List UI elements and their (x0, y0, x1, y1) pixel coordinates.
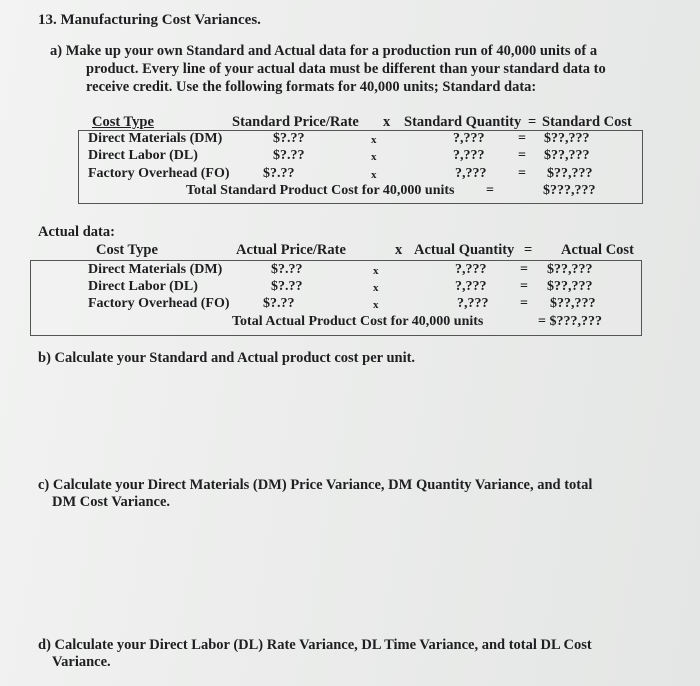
std-row-fo-x: x (371, 169, 377, 181)
std-row-dm-price: $?.?? (273, 131, 305, 146)
std-header-cost-type: Cost Type (92, 114, 154, 130)
std-row-fo-price: $?.?? (263, 166, 295, 181)
std-row-dl-qty: ?,??? (453, 148, 485, 163)
act-row-dl-eq: = (520, 279, 528, 294)
act-row-fo-eq: = (520, 296, 528, 311)
std-header-quantity: Standard Quantity (404, 114, 522, 130)
std-header-cost: Standard Cost (542, 114, 632, 130)
std-row-fo-eq: = (518, 166, 526, 181)
std-row-dl-x: x (371, 151, 377, 163)
std-row-dm-qty: ?,??? (453, 131, 485, 146)
act-header-cost: Actual Cost (561, 242, 634, 258)
act-row-fo-price: $?.?? (263, 296, 295, 311)
act-row-dl-price: $?.?? (271, 279, 303, 294)
std-row-dm-cost: $??,??? (544, 131, 590, 146)
act-row-dm-x: x (373, 265, 379, 277)
act-total-value: = $???,??? (538, 314, 602, 329)
part-a-instructions (50, 42, 660, 96)
part-a-line-2: product. Every line of your actual data must be different than your standard data to (86, 61, 606, 77)
std-header-eq: = (528, 114, 537, 130)
act-row-fo-qty: ?,??? (457, 296, 489, 311)
std-total-value: $???,??? (543, 183, 596, 198)
std-row-dm-eq: = (518, 131, 526, 146)
std-row-dm-type: Direct Materials (DM) (88, 131, 223, 146)
act-row-dm-price: $?.?? (271, 262, 303, 277)
part-a-line-3: receive credit. Use the following formats for 40,000 units; Standard data: (86, 79, 537, 95)
std-total-eq: = (486, 183, 494, 198)
part-c-question (38, 477, 678, 511)
std-row-dm-x: x (371, 134, 377, 146)
part-a-line-1: a) Make up your own Standard and Actual data for a production run of 40,000 units of a (50, 43, 598, 59)
act-row-fo-type: Factory Overhead (FO) (88, 296, 230, 311)
act-row-dl-cost: $??,??? (547, 279, 593, 294)
std-row-fo-type: Factory Overhead (FO) (88, 166, 230, 181)
act-row-dl-qty: ?,??? (455, 279, 487, 294)
problem-title: 13. Manufacturing Cost Variances. (38, 12, 261, 28)
std-row-dl-cost: $??,??? (544, 148, 590, 163)
std-row-dl-price: $?.?? (273, 148, 305, 163)
act-row-fo-cost: $??,??? (550, 296, 596, 311)
act-header-cost-type: Cost Type (96, 242, 158, 258)
actual-data-label: Actual data: (38, 224, 115, 240)
part-c-line-1: c) Calculate your Direct Materials (DM) Price Variance, DM Quantity Variance, and total (38, 477, 593, 493)
std-header-x: x (383, 114, 391, 130)
std-row-fo-qty: ?,??? (455, 166, 487, 181)
part-b-question: b) Calculate your Standard and Actual product cost per unit. (38, 350, 416, 366)
part-d-line-2: Variance. (52, 654, 111, 670)
std-row-dl-type: Direct Labor (DL) (88, 148, 198, 163)
act-header-x: x (395, 242, 403, 258)
act-header-price: Actual Price/Rate (236, 242, 346, 258)
act-row-fo-x: x (373, 299, 379, 311)
std-total-label: Total Standard Product Cost for 40,000 units (186, 183, 455, 198)
act-total-label: Total Actual Product Cost for 40,000 units (232, 314, 484, 329)
act-row-dm-qty: ?,??? (455, 262, 487, 277)
act-header-eq: = (524, 242, 533, 258)
part-d-line-1: d) Calculate your Direct Labor (DL) Rate Variance, DL Time Variance, and total DL Cost (38, 637, 592, 653)
std-row-dl-eq: = (518, 148, 526, 163)
std-header-price: Standard Price/Rate (232, 114, 359, 130)
act-row-dm-type: Direct Materials (DM) (88, 262, 223, 277)
act-row-dl-x: x (373, 282, 379, 294)
act-row-dm-eq: = (520, 262, 528, 277)
act-row-dm-cost: $??,??? (547, 262, 593, 277)
part-c-line-2: DM Cost Variance. (52, 494, 171, 510)
act-row-dl-type: Direct Labor (DL) (88, 279, 198, 294)
part-d-question (38, 637, 678, 671)
act-header-quantity: Actual Quantity (414, 242, 515, 258)
std-row-fo-cost: $??,??? (547, 166, 593, 181)
